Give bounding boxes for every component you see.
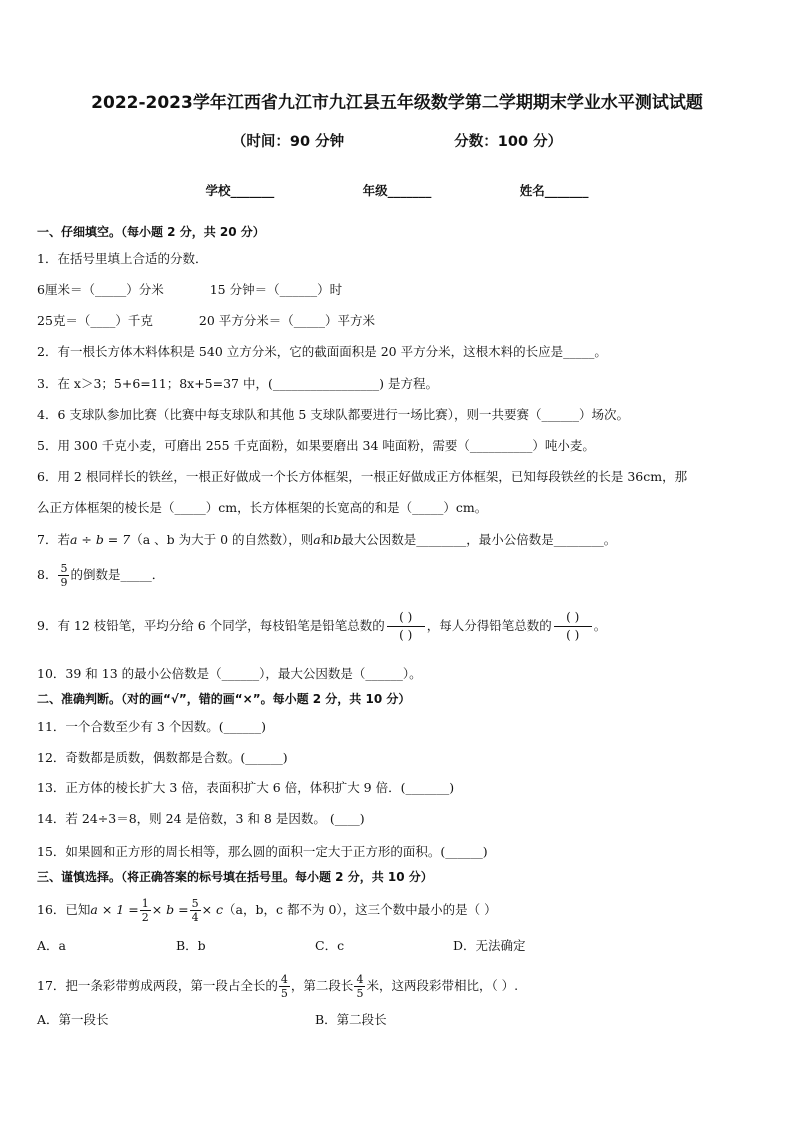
q16-option-c: C．c — [315, 938, 345, 953]
question-1-row1 — [37, 281, 342, 299]
score-info: 分数：100 分） — [454, 134, 563, 150]
question-9 — [37, 609, 606, 644]
question-2: 2．有一根长方体木料体积是 540 立方分米，它的截面面积是 20 平方分米，这根木料的长应是_____。 — [37, 344, 607, 359]
q9-blank-fraction-2 — [554, 609, 592, 644]
q8-prefix: 8． — [37, 567, 58, 582]
question-3: 3．在 x＞3；5+6=11；8x+5=37 中，(_________________) 是方程。 — [37, 376, 438, 391]
student-info — [0, 181, 794, 199]
q17-f2-den: 5 — [356, 987, 364, 1000]
q16-f1-num: 1 — [141, 897, 149, 910]
question-8 — [37, 562, 164, 589]
q16-f2-num: 5 — [191, 897, 199, 910]
q17-option-a: A．第一段长 — [37, 1012, 109, 1027]
q16-fraction-2 — [190, 897, 201, 924]
q17-option-b: B．第二段长 — [315, 1012, 387, 1027]
question-11: 11．一个合数至少有 3 个因数。(______) — [37, 719, 267, 734]
q8-numerator: 5 — [60, 562, 68, 575]
q16-f1-den: 2 — [141, 911, 149, 924]
grade-field: 年级_______ — [362, 183, 432, 198]
q17-f2-num: 4 — [356, 973, 364, 986]
question-10: 10．39 和 13 的最小公倍数是（______），最大公因数是（______）。 — [37, 666, 422, 681]
q16-fraction-1 — [140, 897, 151, 924]
q17-middle: ，第二段长 — [290, 978, 354, 993]
section2-title: 二、准确判断。（对的画“√”，错的画“×”。每小题 2 分，共 10 分） — [37, 692, 411, 706]
q16-option-d: D．无法确定 — [453, 938, 526, 953]
section1-title: 一、仔细填空。（每小题 2 分，共 20 分） — [37, 225, 265, 239]
q7-expression: a ÷ b = 7 — [69, 532, 131, 547]
exam-subtitle — [0, 130, 794, 151]
q9-prefix: 9．有 12 枝铅笔，平均分给 6 个同学，每枝铅笔是铅笔总数的 — [37, 618, 385, 633]
q16-prefix: 16．已知 — [37, 902, 91, 917]
question-4: 4．6 支球队参加比赛（比赛中每支球队和其他 5 支球队都要进行一场比赛），则一共要赛（______）场次。 — [37, 407, 630, 422]
question-15: 15．如果圆和正方形的周长相等，那么圆的面积一定大于正方形的面积。(______) — [37, 844, 488, 859]
question-1-row2 — [37, 312, 375, 330]
q8-fraction — [58, 562, 69, 589]
q17-fraction-2 — [354, 973, 365, 1000]
q7-middle: （a 、b 为大于 0 的自然数），则 — [130, 532, 314, 547]
q9-blank-den-2: ( ) — [566, 628, 580, 642]
question-12: 12．奇数都是质数，偶数都是合数。(______) — [37, 750, 288, 765]
question-1: 1．在括号里填上合适的分数． — [37, 251, 208, 266]
question-6-line1: 6．用 2 根同样长的铁丝，一根正好做成一个长方体框架，一根正好做成正方体框架，已知每段铁丝的长是 36cm，那 — [37, 469, 688, 484]
q1c: 25克＝（____）千克 — [37, 313, 153, 328]
q17-f1-num: 4 — [280, 973, 288, 986]
question-7 — [37, 531, 616, 549]
q16-option-a: A．a — [37, 938, 66, 953]
q7-prefix: 7．若 — [37, 532, 70, 547]
q8-suffix: 的倒数是_____． — [70, 567, 165, 582]
q17-f1-den: 5 — [280, 987, 288, 1000]
q1b: 15 分钟＝（______）时 — [209, 282, 343, 297]
q9-end: 。 — [593, 618, 607, 633]
q9-middle: ，每人分得铅笔总数的 — [426, 618, 552, 633]
exam-title: 2022-2023学年江西省九江市九江县五年级数学第二学期期末学业水平测试试题 — [91, 93, 703, 113]
q17-fraction-1 — [279, 973, 290, 1000]
question-6-line2: 么正方体框架的棱长是（_____）cm，长方体框架的长宽高的和是（_____）cm。 — [37, 500, 488, 515]
q7-var-b: b — [333, 532, 342, 547]
name-field: 姓名_______ — [519, 183, 589, 198]
q16-option-b: B．b — [176, 938, 206, 953]
school-field: 学校_______ — [205, 183, 275, 198]
q9-blank-den-1: ( ) — [399, 628, 413, 642]
q17-prefix: 17．把一条彩带剪成两段，第一段占全长的 — [37, 978, 278, 993]
section3-title: 三、谨慎选择。（将正确答案的标号填在括号里。每小题 2 分，共 10 分） — [37, 870, 433, 884]
q9-blank-fraction-1 — [387, 609, 425, 644]
q16-suffix: （a，b，c 都不为 0），这三个数中最小的是（ ） — [223, 902, 497, 917]
q16-f2-den: 4 — [191, 911, 199, 924]
q16-term3: × c — [201, 902, 224, 917]
question-13: 13．正方体的棱长扩大 3 倍，表面积扩大 6 倍，体积扩大 9 倍．(_______) — [37, 780, 455, 795]
question-5: 5．用 300 千克小麦，可磨出 255 千克面粉，如果要磨出 34 吨面粉，需要（__________）吨小麦。 — [37, 438, 595, 453]
q1a: 6厘米＝（_____）分米 — [37, 282, 164, 297]
q7-and: 和 — [320, 532, 334, 547]
q8-denominator: 9 — [60, 576, 68, 589]
q1d: 20 平方分米＝（_____）平方米 — [198, 313, 376, 328]
q7-suffix: 最大公因数是________，最小公倍数是________。 — [341, 532, 617, 547]
q16-term2: × b = — [151, 902, 189, 917]
time-info: （时间：90 分钟 — [231, 134, 345, 150]
question-16 — [37, 897, 497, 924]
q16-term1: a × 1 = — [90, 902, 139, 917]
question-17 — [37, 973, 518, 1000]
q9-blank-num-1: ( ) — [387, 609, 425, 627]
q9-blank-num-2: ( ) — [554, 609, 592, 627]
q7-var-a: a — [313, 532, 321, 547]
question-14: 14．若 24÷3＝8，则 24 是倍数，3 和 8 是因数。 (____) — [37, 811, 365, 826]
q17-suffix: 米，这两段彩带相比，（ ）. — [366, 978, 519, 993]
